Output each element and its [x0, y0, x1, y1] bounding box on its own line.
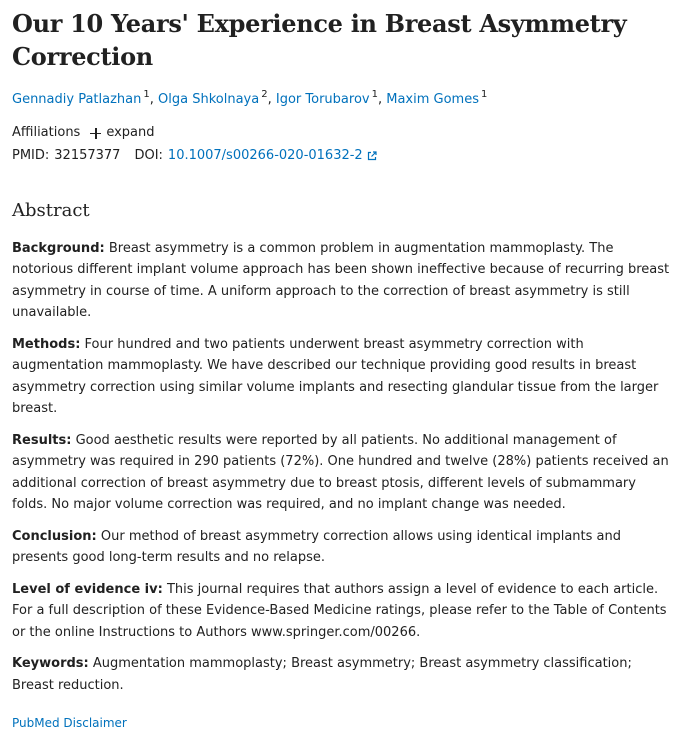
- author-separator: ,: [267, 92, 272, 107]
- section-text: Breast asymmetry is a common problem in augmentation mammoplasty. The notorious different implant volume approach has been shown ineffective because of recurring breast asymmetry in course of time. A uniform approach to the correction of breast asymmetry is still unavailable.: [12, 240, 670, 321]
- author-affiliation-ref[interactable]: 1: [371, 88, 378, 100]
- article-title: Our 10 Years' Experience in Breast Asymmetry Correction: [12, 9, 627, 71]
- section-text: This journal requires that authors assign a level of evidence to each article. For a full description of these Evidence-Based Medicine ratings, please refer to the Table of Contents or the online Instructions to Authors www.springer.com/00266.: [12, 581, 667, 640]
- doi-link[interactable]: [168, 146, 377, 166]
- section-text: Four hundred and two patients underwent breast asymmetry correction with augmentation mammoplasty. We have described our technique providing good results in breast asymmetry correction using similar volume implants and resecting glandular tissue from the larger breast.: [12, 336, 659, 417]
- expand-affiliations-button[interactable]: [90, 123, 154, 143]
- author-list: [12, 90, 674, 110]
- section-label: Results:: [12, 432, 72, 448]
- section-text: Good aesthetic results were reported by all patients. No additional management of asymmetry was required in 290 patients (72%). One hundred and twelve (28%) patients received an additional correction of breast asymmetry due to breast ptosis, different levels of submammary folds. No major volume correction was required, and no implant change was needed.: [12, 432, 669, 513]
- section-label: Level of evidence iv:: [12, 581, 163, 597]
- pmid-label: PMID:: [12, 148, 50, 163]
- author-separator: ,: [377, 92, 383, 107]
- author-separator: ,: [149, 92, 154, 107]
- abstract-background: [12, 238, 672, 324]
- section-text: Our method of breast asymmetry correction allows using identical implants and presents good long-term results and no relapse.: [12, 528, 621, 566]
- abstract-conclusion: [12, 526, 672, 569]
- section-label: Background:: [12, 240, 105, 256]
- pubmed-disclaimer-link[interactable]: PubMed Disclaimer: [12, 716, 127, 731]
- abstract-keywords: [12, 653, 672, 696]
- author-affiliation-ref[interactable]: 1: [481, 88, 488, 100]
- abstract-results: [12, 430, 672, 516]
- external-link-icon: [367, 151, 377, 161]
- author-affiliation-ref[interactable]: 2: [261, 88, 268, 100]
- abstract-methods: [12, 334, 672, 420]
- doi-label: DOI:: [134, 148, 163, 163]
- abstract-heading: Abstract: [12, 200, 90, 221]
- author-link[interactable]: Gennadiy Patlazhan: [12, 92, 142, 107]
- pmid-value: 32157377: [54, 148, 121, 163]
- doi-value: 10.1007/s00266-020-01632-2: [167, 148, 363, 163]
- expand-label: expand: [106, 125, 155, 140]
- keywords-label: Keywords:: [12, 656, 89, 672]
- affiliations-row: [12, 123, 674, 143]
- author-link[interactable]: Olga Shkolnaya: [158, 92, 260, 107]
- plus-icon: [90, 128, 101, 139]
- article-page: [12, 0, 674, 731]
- identifiers-row: [12, 146, 674, 166]
- abstract-level-of-evidence: [12, 579, 672, 644]
- disclaimer-row: [12, 715, 674, 731]
- affiliations-label: Affiliations: [12, 125, 81, 140]
- keywords-text: Augmentation mammoplasty; Breast asymmetry; Breast asymmetry classification; Breast reduction.: [12, 656, 632, 693]
- author-affiliation-ref[interactable]: 1: [143, 88, 150, 100]
- author-link[interactable]: Maxim Gomes: [386, 92, 479, 107]
- author-link[interactable]: Igor Torubarov: [275, 92, 370, 107]
- section-label: Methods:: [12, 336, 81, 352]
- section-label: Conclusion:: [12, 528, 97, 544]
